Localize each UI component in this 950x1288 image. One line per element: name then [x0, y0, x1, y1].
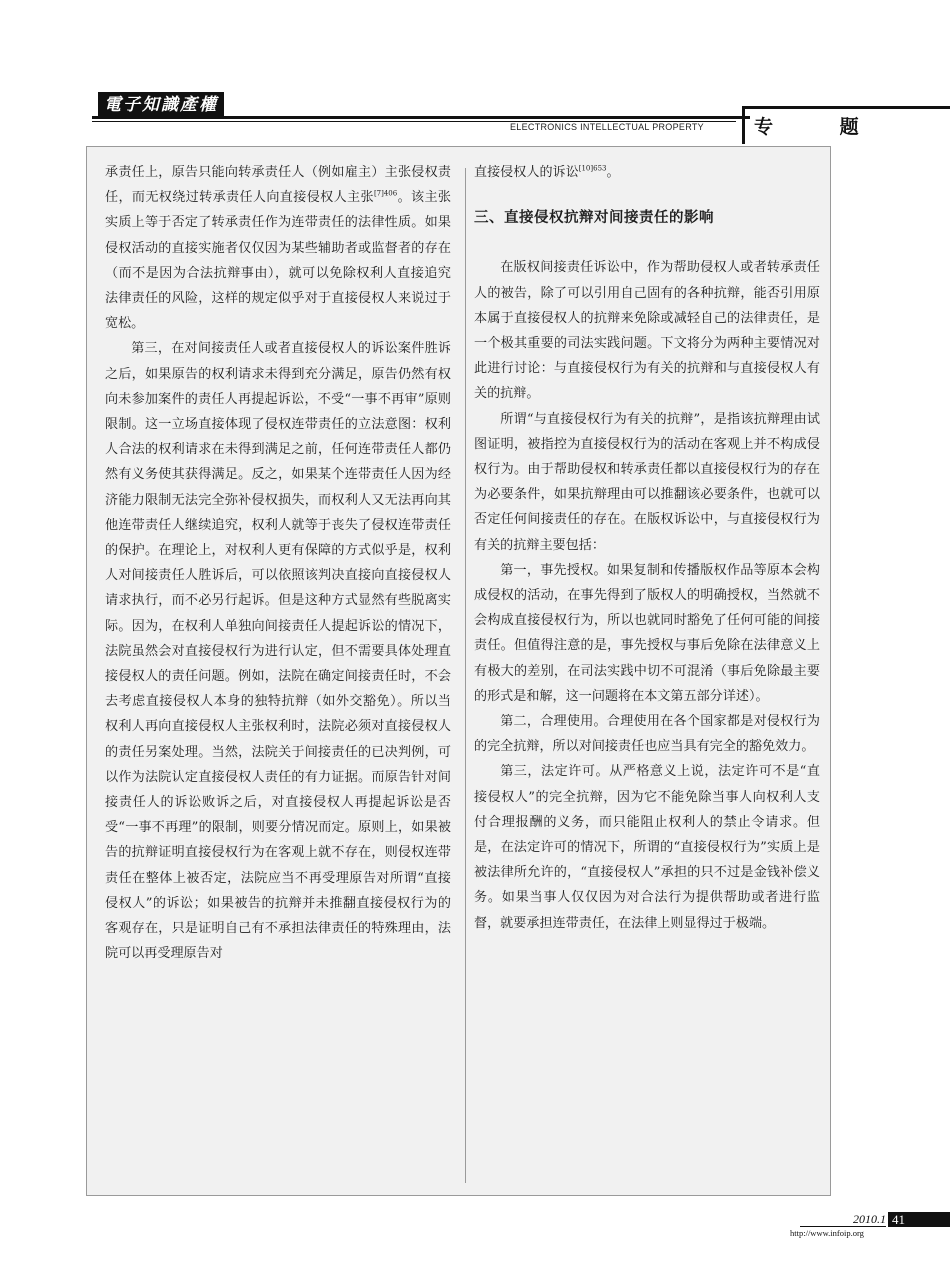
journal-url[interactable]: http://www.infoip.org	[790, 1228, 864, 1238]
paragraph-text: 。该主张实质上等于否定了转承责任作为连带责任的法律性质。如果侵权活动的直接实施者仅仅因为某些辅助者或监督者的存在（而不是因为合法抗辩事由），就可以免除权利人直接追究法律责任的风险，这样的规定似乎对于直接侵权人来说过于宽松。	[105, 190, 452, 332]
paragraph: 第二，合理使用。合理使用在各个国家都是对侵权行为的完全抗辩，所以对间接责任也应当具有完全的豁免效力。	[474, 714, 820, 755]
paragraph-text: 直接侵权人的诉讼	[474, 165, 579, 180]
paragraph-text: 。	[606, 165, 620, 180]
issue-date: 2010.1	[800, 1212, 886, 1227]
paragraph: 所谓“与直接侵权行为有关的抗辩”，是指该抗辩理由试图证明，被指控为直接侵权行为的活动在客观上并不构成侵权行为。由于帮助侵权和转承责任都以直接侵权行为的存在为必要条件，如果抗辩理由可以推翻该必要条件，也就可以否定任何间接责任的存在。在版权诉讼中，与直接侵权行为有关的抗辩主要包括：	[474, 411, 820, 553]
right-column	[474, 160, 820, 936]
paragraph: 第一，事先授权。如果复制和传播版权作品等原本会构成侵权的活动，在事先得到了版权人的明确授权，当然就不会构成直接侵权行为，所以也就同时豁免了任何可能的间接责任。但值得注意的是，事先授权与事后免除在法律意义上有极大的差别，在司法实践中切不可混淆（事后免除最主要的形式是和解，这一问题将在本文第五部分详述）。	[474, 562, 820, 704]
section-label: 专 题	[754, 116, 889, 138]
header-rule	[92, 116, 750, 119]
column-divider	[465, 168, 466, 1183]
journal-logo: 電子知識產權	[98, 92, 224, 118]
section-heading: 三、直接侵权抗辩对间接责任的影响	[474, 210, 714, 227]
paragraph	[105, 160, 451, 336]
paragraph-text: 承责任上，原告只能向转承责任人（例如雇主）主张侵权责任，而无权绕过转承责任人向直接侵权人主张	[105, 165, 451, 206]
paragraph	[474, 160, 820, 185]
page-number: 41	[888, 1212, 950, 1227]
section-tab-side-rule	[742, 106, 745, 144]
paragraph: 第三，法定许可。从严格意义上说，法定许可不是“直接侵权人”的完全抗辩，因为它不能免除当事人向权利人支付合理报酬的义务，而只能阻止权利人的禁止令请求。但是，在法定许可的情况下，所谓的“直接侵权行为”实质上是被法律所允许的，“直接侵权人”承担的只不过是金钱补偿义务。如果当事人仅仅因为对合法行为提供帮助或者进行监督，就要承担连带责任，在法律上则显得过于极端。	[474, 764, 820, 931]
section-tab-top-rule	[742, 106, 950, 109]
section-tab	[742, 106, 950, 144]
paragraph: 第三，在对间接责任人或者直接侵权人的诉讼案件胜诉之后，如果原告的权利请求未得到充分满足，原告仍然有权向未参加案件的责任人再提起诉讼，不受“一事不再审”原则限制。这一立场直接体现了侵权连带责任的立法意图：权利人合法的权利请求在未得到满足之前，任何连带责任人都仍然有义务使其获得满足。反之，如果某个连带责任人因为经济能力限制无法完全弥补侵权损失，而权利人又无法再向其他连带责任人继续追究，权利人就等于丧失了侵权连带责任的保护。在理论上，对权利人更有保障的方式似乎是，权利人对间接责任人胜诉后，可以依照该判决直接向直接侵权人请求执行，而不必另行起诉。但是这种方式显然有些脱离实际。因为，在权利人单独向间接责任人提起诉讼的情况下，法院虽然会对直接侵权行为进行认定，但不需要具体处理直接侵权人的责任问题。例如，法院在确定间接责任时，不会去考虑直接侵权人本身的独特抗辩（如外交豁免）。所以当权利人再向直接侵权人主张权利时，法院必须对直接侵权人的责任另案处理。当然，法院关于间接责任的已决判例，可以作为法院认定直接侵权人责任的有力证据。而原告针对间接责任人的诉讼败诉之后，对直接侵权人再提起诉讼是否受“一事不再理”的限制，则要分情况而定。原则上，如果被告的抗辩证明直接侵权行为在客观上就不存在，则侵权连带责任在整体上被否定，法院应当不再受理原告对所谓“直接侵权人”的诉讼；如果被告的抗辩并未推翻直接侵权行为的客观存在，只是证明自己有不承担法律责任的特殊理由，法院可以再受理原告对	[105, 341, 451, 962]
paragraph: 在版权间接责任诉讼中，作为帮助侵权人或者转承责任人的被告，除了可以引用自己固有的各种抗辩，能否引用原本属于直接侵权人的抗辩来免除或减轻自己的法律责任，是一个极其重要的司法实践问题。下文将分为两种主要情况对此进行讨论：与直接侵权行为有关的抗辩和与直接侵权人有关的抗辩。	[474, 260, 820, 402]
left-column	[105, 160, 451, 967]
citation: [10]653	[578, 164, 607, 173]
citation: [7]406	[373, 189, 398, 198]
journal-english-title: ELECTRONICS INTELLECTUAL PROPERTY	[510, 122, 704, 132]
